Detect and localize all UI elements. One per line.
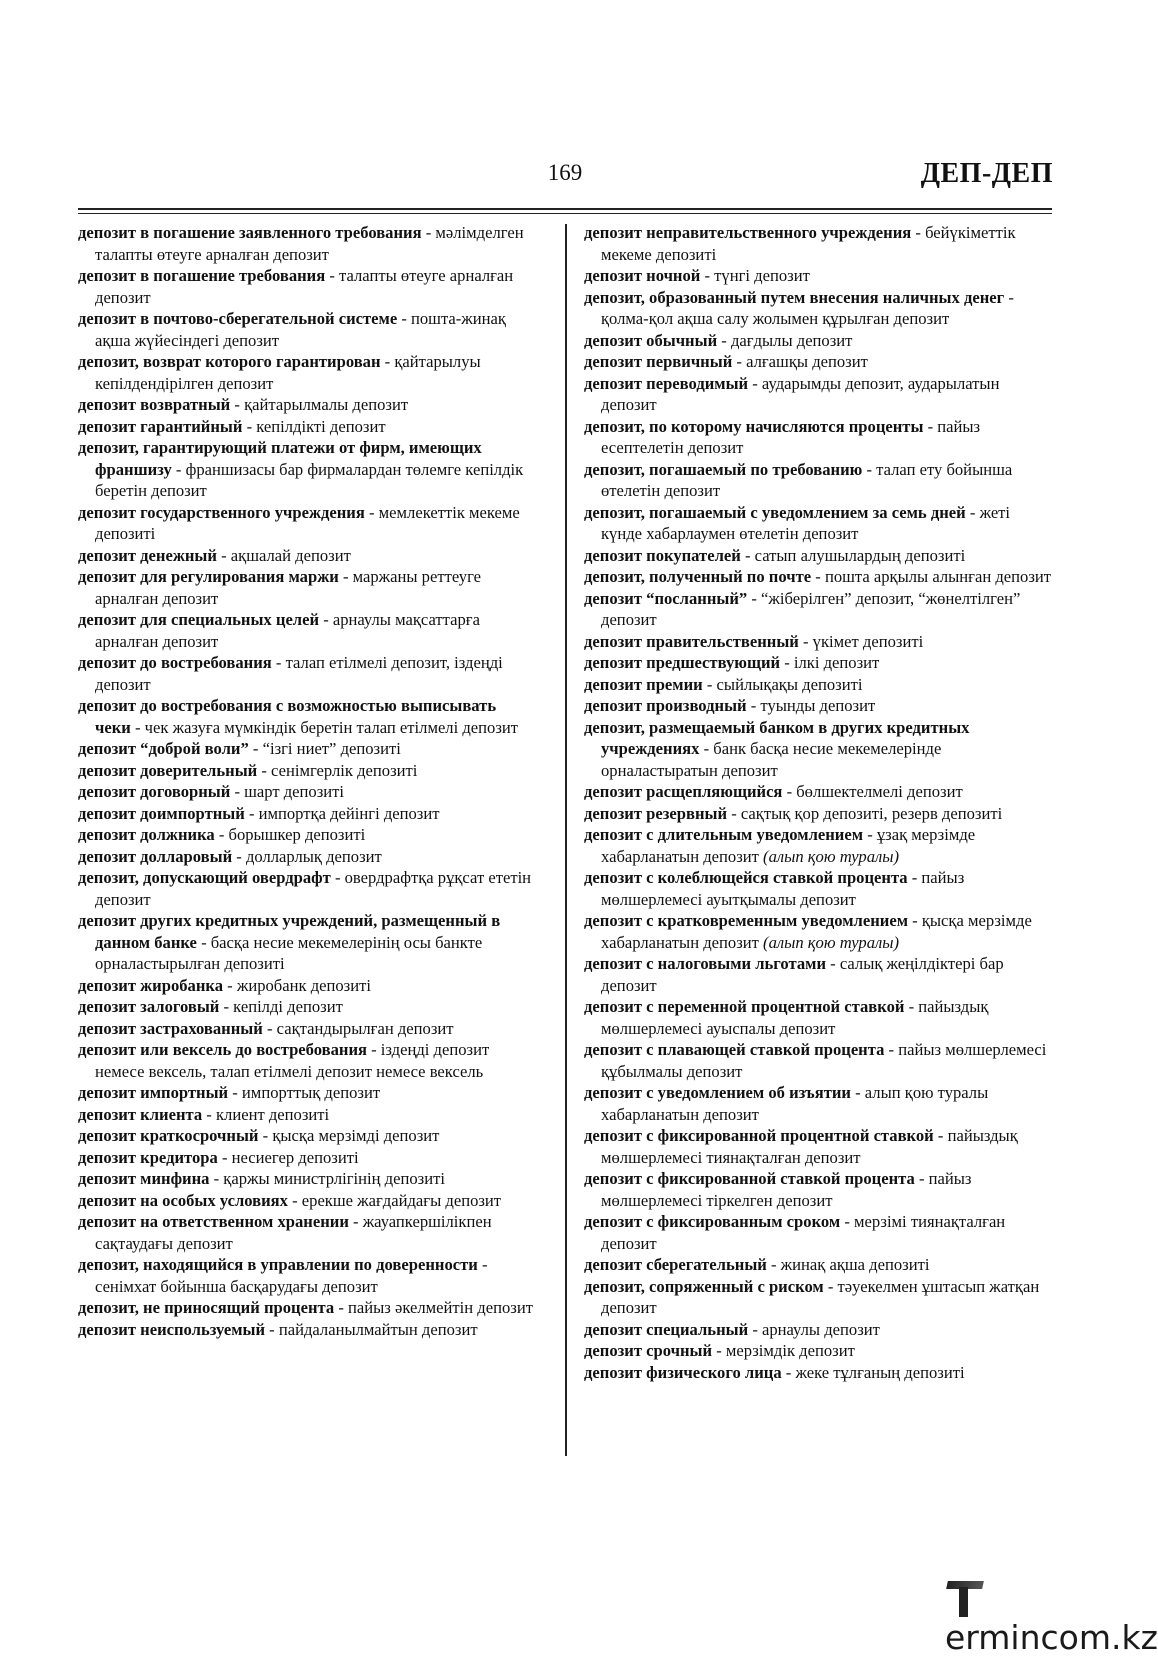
dictionary-entry <box>584 566 1054 588</box>
entry-definition: - импортқа дейінгі депозит <box>244 803 440 823</box>
entry-definition: - ақшалай депозит <box>216 545 351 565</box>
entry-term: депозит других кредитных учреждений, размещенный в данном банке <box>78 911 501 952</box>
dictionary-entry <box>584 1254 1054 1276</box>
entry-term: депозит обычный <box>584 330 718 350</box>
entry-term: депозит “доброй воли” <box>78 739 249 758</box>
entry-term: депозит застрахованный <box>78 1018 263 1038</box>
dictionary-entry <box>584 652 1054 674</box>
entry-definition: - овердрафтқа рұқсат ететін депозит <box>95 868 532 909</box>
entry-term: депозит минфина <box>78 1169 210 1188</box>
entry-definition: - борышкер депозиті <box>214 825 366 844</box>
dictionary-entry <box>78 1018 536 1040</box>
entry-definition: - мәлімделген талапты өтеуге арналған депозит <box>95 223 524 264</box>
dictionary-entry <box>78 222 536 265</box>
dictionary-entry <box>78 1297 536 1319</box>
entry-term: депозит неправительственного учреждения <box>584 223 912 242</box>
entry-term: депозит должника <box>78 825 215 844</box>
entry-definition: - пайыз мөлшерлемесі тіркелген депозит <box>601 1169 972 1210</box>
dictionary-entry <box>78 846 536 868</box>
left-column <box>78 222 536 1340</box>
entry-definition: - “жіберілген” депозит, “жөнелтілген” депозит <box>601 588 1021 629</box>
dictionary-entry <box>584 781 1054 803</box>
entry-definition: - түнгі депозит <box>700 266 810 285</box>
entry-definition: - қысқа мерзімде хабарланатын депозит <box>601 911 1032 952</box>
dictionary-entry <box>78 1039 536 1082</box>
page-number: 169 <box>547 160 583 185</box>
dictionary-entry <box>584 717 1054 782</box>
entry-definition: - дағдылы депозит <box>717 330 853 350</box>
entry-definition: - шарт депозиті <box>230 782 345 801</box>
dictionary-entry <box>584 588 1054 631</box>
entry-term: депозит, по которому начисляются проценты <box>584 416 924 436</box>
dictionary-entry <box>78 1125 536 1147</box>
entry-definition: - арнаулы депозит <box>748 1319 880 1339</box>
dictionary-entry <box>584 1319 1054 1341</box>
entry-definition: - салық жеңілдіктері бар депозит <box>601 954 1004 995</box>
entry-definition: - пайыздық мөлшерлемесі ауыспалы депозит <box>601 997 989 1038</box>
dictionary-entry <box>78 824 536 846</box>
entry-definition: - чек жазуға мүмкіндік беретін талап етілмелі депозит <box>130 717 519 737</box>
dictionary-entry <box>584 910 1054 953</box>
dictionary-entry <box>78 437 536 502</box>
dictionary-entry <box>584 695 1054 717</box>
dictionary-entry <box>78 1319 536 1341</box>
entry-definition: - мерзімі тиянақталған депозит <box>601 1212 1006 1253</box>
entry-definition: - іздеңді депозит немесе вексель, талап етілмелі депозит немесе вексель <box>95 1040 490 1081</box>
entry-definition: - сыйлықақы депозиті <box>702 674 863 694</box>
dictionary-entry <box>78 760 536 782</box>
entry-term: депозит, находящийся в управлении по доверенности <box>78 1255 478 1274</box>
dictionary-entry <box>584 351 1054 373</box>
entry-term: депозит с переменной процентной ставкой <box>584 997 905 1016</box>
entry-definition: - пайдаланылмайтын депозит <box>265 1319 478 1339</box>
entry-note: (алып қою туралы) <box>763 932 900 952</box>
dictionary-entry <box>584 1340 1054 1362</box>
dictionary-entry <box>78 1104 536 1126</box>
entry-term: депозит “посланный” <box>584 588 748 608</box>
dictionary-entry <box>584 1125 1054 1168</box>
entry-definition: - талап етілмелі депозит, іздеңді депозит <box>95 653 503 694</box>
entry-term: депозит, не приносящий процента <box>78 1298 335 1317</box>
entry-definition: - сақтандырылған депозит <box>262 1018 454 1038</box>
dictionary-entry <box>78 910 536 975</box>
right-column <box>584 222 1054 1383</box>
entry-definition: - сатып алушылардың депозиті <box>740 545 966 565</box>
entry-term: депозит производный <box>584 696 747 715</box>
entry-term: депозит в почтово-сберегательной системе <box>78 309 398 328</box>
dictionary-entry <box>584 1211 1054 1254</box>
entry-term: депозит импортный <box>78 1083 229 1102</box>
entry-term: депозит предшествующий <box>584 653 781 672</box>
dictionary-entry <box>584 803 1054 825</box>
entry-term: депозит до востребования <box>78 653 272 672</box>
entry-definition: - пайыз мөлшерлемесі ауытқымалы депозит <box>601 868 965 909</box>
dictionary-entry <box>584 330 1054 352</box>
entry-term: депозит срочный <box>584 1341 713 1360</box>
entry-definition: - маржаны реттеуге арналған депозит <box>95 567 482 608</box>
dictionary-entry <box>584 674 1054 696</box>
entry-term: депозит, полученный по почте <box>584 567 812 586</box>
dictionary-entry <box>78 695 536 738</box>
dictionary-entry <box>584 1362 1054 1384</box>
dictionary-entry <box>584 459 1054 502</box>
dictionary-entry <box>584 1276 1054 1319</box>
entry-definition: - жеке тұлғаның депозиті <box>781 1362 965 1382</box>
dictionary-entry <box>584 824 1054 867</box>
entry-definition: - талап ету бойынша өтелетін депозит <box>601 459 1013 500</box>
entry-term: депозит с кратковременным уведомлением <box>584 911 908 930</box>
entry-term: депозит денежный <box>78 545 217 565</box>
entry-term: депозит доимпортный <box>78 803 245 823</box>
entry-definition: - сенімхат бойынша басқарудағы депозит <box>95 1255 488 1296</box>
dictionary-entry <box>584 1082 1054 1125</box>
dictionary-entry <box>78 738 536 760</box>
entry-definition: - несиегер депозиті <box>217 1147 359 1167</box>
entry-term: депозит покупателей <box>584 545 741 565</box>
entry-term: депозит ночной <box>584 266 701 285</box>
entry-term: депозит жиробанка <box>78 975 224 995</box>
entry-definition: - ілкі депозит <box>780 653 880 672</box>
entry-definition: - талапты өтеуге арналған депозит <box>95 266 514 307</box>
entry-term: депозит на ответственном хранении <box>78 1212 349 1231</box>
dictionary-entry <box>584 265 1054 287</box>
dictionary-entry <box>78 502 536 545</box>
dictionary-entry <box>78 1082 536 1104</box>
dictionary-entry <box>584 1039 1054 1082</box>
dictionary-entry <box>78 1168 536 1190</box>
entry-definition: - үкімет депозиті <box>798 631 924 651</box>
termincom-logo-icon <box>945 1575 985 1617</box>
entry-term: депозит, размещаемый банком в других кредитных учреждениях <box>584 717 970 758</box>
entry-term: депозит сберегательный <box>584 1255 767 1274</box>
entry-term: депозит специальный <box>584 1319 749 1339</box>
entry-term: депозит кредитора <box>78 1147 218 1167</box>
entry-definition: - ұзақ мерзімде хабарланатын депозит <box>601 825 976 866</box>
page-title: ДЕП-ДЕП <box>920 158 1053 189</box>
dictionary-entry <box>78 996 536 1018</box>
entry-definition: - мерзімдік депозит <box>712 1341 855 1360</box>
entry-term: депозит с налоговыми льготами <box>584 954 827 973</box>
entry-term: депозит с плавающей ставкой процента <box>584 1040 885 1059</box>
entry-term: депозит доверительный <box>78 760 258 780</box>
entry-term: депозит гарантийный <box>78 416 243 436</box>
entry-term: депозит с фиксированной процентной ставкой <box>584 1126 934 1145</box>
entry-term: депозит, погашаемый с уведомлением за семь дней <box>584 502 966 522</box>
entry-definition: - банк басқа несие мекемелерінде орналастыратын депозит <box>601 739 942 780</box>
entry-term: депозит возвратный <box>78 395 231 414</box>
dictionary-entry <box>584 502 1054 545</box>
entry-term: депозит с уведомлением об изъятии <box>584 1083 851 1102</box>
entry-definition: - клиент депозиті <box>202 1104 330 1124</box>
entry-definition: - бөлшектелмелі депозит <box>782 782 963 801</box>
entry-term: депозит, сопряженный с риском <box>584 1276 824 1296</box>
watermark <box>945 1575 1158 1657</box>
dictionary-entry <box>584 953 1054 996</box>
dictionary-entry <box>584 996 1054 1039</box>
entry-definition: - қысқа мерзімді депозит <box>258 1126 440 1145</box>
entry-term: депозит или вексель до востребования <box>78 1040 367 1059</box>
entry-term: депозит на особых условиях <box>78 1190 288 1210</box>
entry-definition: - алғашқы депозит <box>732 352 868 371</box>
entry-term: депозит неиспользуемый <box>78 1319 266 1339</box>
entry-definition: - алып қою туралы хабарланатын депозит <box>601 1083 989 1124</box>
dictionary-entry <box>78 609 536 652</box>
entry-definition: - сақтық қор депозиті, резерв депозиті <box>727 803 1003 823</box>
entry-definition: - долларлық депозит <box>232 846 382 866</box>
entry-term: депозит, образованный путем внесения наличных денег <box>584 287 1005 307</box>
entry-definition: - пайыз есептелетін депозит <box>601 416 981 457</box>
entry-term: депозит первичный <box>584 352 733 371</box>
watermark-text: ermincom.kz <box>945 1618 1158 1657</box>
entry-definition: - сенімгерлік депозиті <box>257 760 418 780</box>
entry-term: депозит правительственный <box>584 631 799 651</box>
entry-definition: - қолма-қол ақша салу жолымен құрылған депозит <box>601 287 1014 328</box>
entry-term: депозит, гарантирующий платежи от фирм, имеющих франшизу <box>78 438 482 479</box>
dictionary-entry <box>584 631 1054 653</box>
entry-definition: - кепілдікті депозит <box>242 416 386 436</box>
entry-definition: - туынды депозит <box>746 696 876 715</box>
entry-definition: - пайыздық мөлшерлемесі тиянақталған депозит <box>601 1126 1018 1167</box>
entry-definition: - “ізгі ниет” депозиті <box>248 739 401 758</box>
entry-term: депозит долларовый <box>78 846 233 866</box>
entry-term: депозит для регулирования маржи <box>78 567 339 586</box>
entry-definition: - бейүкіметтік мекеме депозиті <box>601 223 1016 264</box>
dictionary-entry <box>78 566 536 609</box>
dictionary-entry <box>78 308 536 351</box>
entry-term: депозит договорный <box>78 782 231 801</box>
dictionary-entry <box>78 394 536 416</box>
dictionary-entry <box>78 416 536 438</box>
entry-term: депозит до востребования с возможностью выписывать чеки <box>78 696 497 737</box>
dictionary-entry <box>78 1211 536 1254</box>
dictionary-entry <box>78 265 536 308</box>
entry-term: депозит с фиксированной ставкой процента <box>584 1169 915 1188</box>
entry-term: депозит резервный <box>584 803 728 823</box>
dictionary-entry <box>78 1190 536 1212</box>
entry-definition: - жиробанк депозиті <box>223 975 371 995</box>
entry-definition: - ерекше жағдайдағы депозит <box>287 1190 502 1210</box>
entry-term: депозит для специальных целей <box>78 610 320 629</box>
entry-definition: - басқа несие мекемелерінің осы банкте орналастырылған депозиті <box>95 932 483 973</box>
entry-definition: - кепілді депозит <box>219 997 343 1016</box>
dictionary-entry <box>78 975 536 997</box>
dictionary-entry <box>78 545 536 567</box>
dictionary-entry <box>78 803 536 825</box>
entry-definition: - жинақ ақша депозиті <box>766 1255 930 1274</box>
dictionary-entry <box>78 867 536 910</box>
entry-definition: - қайтарылмалы депозит <box>230 395 409 414</box>
dictionary-entry <box>78 781 536 803</box>
entry-definition: - тәуекелмен ұштасып жатқан депозит <box>601 1276 1040 1317</box>
entry-definition: - қайтарылуы кепілдендірілген депозит <box>95 352 481 393</box>
entry-note: (алып қою туралы) <box>763 846 900 866</box>
entry-term: депозит с фиксированным сроком <box>584 1212 841 1231</box>
dictionary-entry <box>584 867 1054 910</box>
entry-term: депозит в погашение требования <box>78 266 326 285</box>
entry-definition: - жеті күнде хабарлаумен өтелетін депозит <box>601 502 1011 543</box>
entry-term: депозит, возврат которого гарантирован <box>78 352 381 371</box>
entry-definition: - пошта арқылы алынған депозит <box>811 567 1052 586</box>
header-rule-thin <box>78 213 1052 214</box>
entry-definition: - жауапкершілікпен сақтаудағы депозит <box>95 1212 492 1253</box>
dictionary-entry <box>584 373 1054 416</box>
entry-definition: - пайыз әкелмейтін депозит <box>334 1298 533 1317</box>
entry-definition: - арнаулы мақсаттарға арналған депозит <box>95 610 480 651</box>
entry-definition: - қаржы министрлігінің депозиті <box>209 1169 445 1188</box>
entry-definition: - аударымды депозит, аударылатын депозит <box>601 373 1000 414</box>
dictionary-entry <box>78 652 536 695</box>
dictionary-entry <box>584 222 1054 265</box>
entry-definition: - импорттық депозит <box>228 1083 381 1102</box>
entry-term: депозит в погашение заявленного требования <box>78 223 422 242</box>
entry-term: депозит расщепляющийся <box>584 782 783 801</box>
entry-term: депозит переводимый <box>584 373 749 393</box>
entry-term: депозит, допускающий овердрафт <box>78 868 331 887</box>
dictionary-entry <box>584 416 1054 459</box>
entry-term: депозит физического лица <box>584 1362 782 1382</box>
entry-term: депозит краткосрочный <box>78 1126 259 1145</box>
entry-term: депозит клиента <box>78 1104 203 1124</box>
entry-term: депозит, погашаемый по требованию <box>584 459 863 479</box>
dictionary-entry <box>78 1254 536 1297</box>
column-divider <box>565 224 567 1456</box>
entry-term: депозит премии <box>584 674 703 694</box>
dictionary-entry <box>584 1168 1054 1211</box>
entry-term: депозит государственного учреждения <box>78 502 365 522</box>
entry-term: депозит с колеблющейся ставкой процента <box>584 868 908 887</box>
entry-definition: - мемлекеттік мекеме депозиті <box>95 502 520 543</box>
dictionary-entry <box>584 287 1054 330</box>
dictionary-entry <box>78 1147 536 1169</box>
entry-term: депозит залоговый <box>78 997 220 1016</box>
entry-definition: - франшизасы бар фирмалардан төлемге кепілдік беретін депозит <box>95 459 524 500</box>
entry-term: депозит с длительным уведомлением <box>584 825 864 844</box>
entry-definition: - пайыз мөлшерлемесі құбылмалы депозит <box>601 1040 1047 1081</box>
dictionary-entry <box>584 545 1054 567</box>
entry-definition: - пошта-жинақ ақша жүйесіндегі депозит <box>95 309 506 350</box>
dictionary-entry <box>78 351 536 394</box>
header-rule <box>78 208 1052 210</box>
